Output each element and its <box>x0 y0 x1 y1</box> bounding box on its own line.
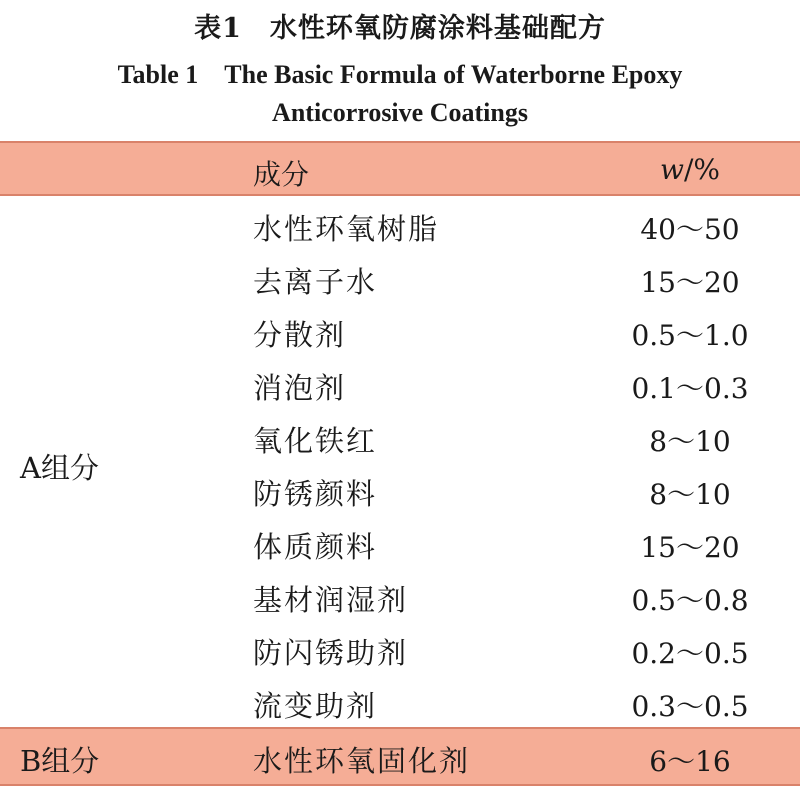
component-cell: 体质颜料 <box>253 530 378 564</box>
component-cell: 去离子水 <box>253 265 378 299</box>
value-cell: 8～10 <box>649 478 731 511</box>
table-row <box>0 568 800 621</box>
table-row <box>0 356 800 409</box>
value-cell: 40～50 <box>640 213 740 246</box>
component-cell: 水性环氧树脂 <box>253 212 440 246</box>
table-title-english-line1: Table 1 The Basic Formula of Waterborne Epoxy <box>117 60 683 89</box>
table-row <box>0 462 800 515</box>
value-cell: 15～20 <box>640 531 740 564</box>
component-cell: 流变助剂 <box>253 689 378 723</box>
value-cell: 0.5～1.0 <box>631 319 749 352</box>
component-cell: 分散剂 <box>253 318 347 352</box>
value-cell: 0.2～0.5 <box>631 637 749 670</box>
table-row <box>0 303 800 356</box>
value-cell: 0.5～0.8 <box>631 584 749 617</box>
component-cell: 氧化铁红 <box>253 424 378 458</box>
value-cell: 0.3～0.5 <box>631 690 749 723</box>
value-cell: 6～16 <box>649 745 731 778</box>
group-b-label: B组分 <box>20 744 100 778</box>
table-row <box>0 621 800 674</box>
component-cell: 消泡剂 <box>253 371 347 405</box>
component-cell: 基材润湿剂 <box>253 583 409 617</box>
component-cell: 防锈颜料 <box>253 477 378 511</box>
header-fraction-unit: /% <box>683 153 720 186</box>
component-cell: 防闪锈助剂 <box>253 636 409 670</box>
value-cell: 0.1～0.3 <box>631 372 749 405</box>
table-row <box>0 674 800 727</box>
group-b-row <box>0 727 800 786</box>
value-cell: 15～20 <box>640 266 740 299</box>
table-title-chinese: 表1 水性环氧防腐涂料基础配方 <box>194 13 606 44</box>
table-row <box>0 409 800 462</box>
header-fraction-variable: w <box>659 153 684 186</box>
table-title-english-line2: Anticorrosive Coatings <box>272 98 528 127</box>
header-mass-fraction <box>610 153 770 186</box>
value-cell: 8～10 <box>649 425 731 458</box>
header-component: 成分 <box>253 158 310 191</box>
component-cell: 水性环氧固化剂 <box>253 744 471 778</box>
table-row <box>0 515 800 568</box>
table-row <box>0 197 800 250</box>
table-header-row <box>0 141 800 196</box>
table-row <box>0 250 800 303</box>
group-a-label: A组分 <box>20 451 99 485</box>
